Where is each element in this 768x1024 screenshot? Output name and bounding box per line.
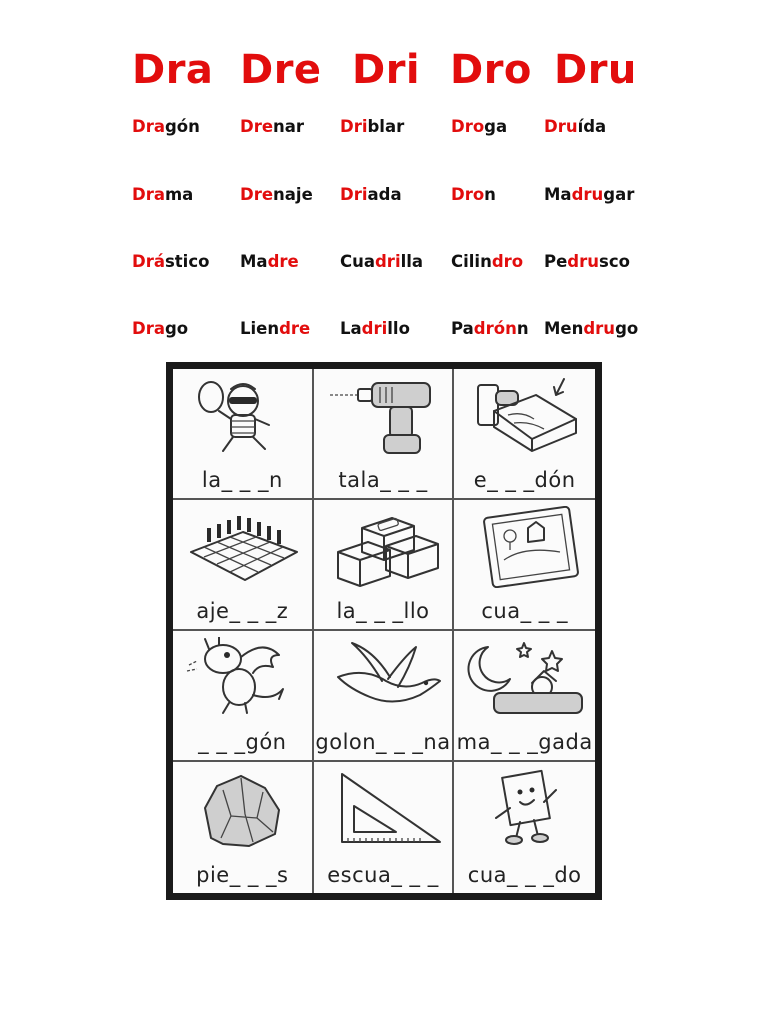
worksheet-cell <box>173 500 314 631</box>
word-madre <box>240 247 299 277</box>
picture-frame-icon <box>464 506 584 588</box>
word-rest: sco <box>599 252 630 271</box>
syllable-header <box>132 46 652 98</box>
word-ladrillo <box>340 314 410 344</box>
syllable-dre: Dre <box>240 47 322 93</box>
word-padron <box>451 314 529 344</box>
word-highlight: dru <box>567 252 599 271</box>
word-cilindro <box>451 247 523 277</box>
word-drenaje <box>240 180 313 210</box>
rock-icon <box>183 768 303 850</box>
word-rest: blar <box>367 117 405 136</box>
word-highlight: Dre <box>240 117 274 136</box>
word-highlight: dre <box>267 252 299 271</box>
word-highlight: Dra <box>132 185 165 204</box>
fill-in-worksheet <box>166 362 602 900</box>
fill-in-text: la_ _ _llo <box>336 599 430 623</box>
word-highlight: dre <box>279 319 311 338</box>
word-highlight: Dri <box>340 185 368 204</box>
word-pedrusco <box>544 247 630 277</box>
word-rest: lla <box>400 252 424 271</box>
word-highlight: dru <box>583 319 616 338</box>
sleeping-child-icon <box>464 637 584 719</box>
worksheet-cell <box>314 631 455 762</box>
word-rest: gón <box>164 117 200 136</box>
syllable-dru: Dru <box>554 47 637 93</box>
word-dragon <box>132 112 200 142</box>
word-rest: llo <box>387 319 410 338</box>
word-madrugar <box>544 180 634 210</box>
word-droga <box>451 112 507 142</box>
worksheet-grid <box>173 369 595 893</box>
worksheet-cell <box>454 762 595 893</box>
fill-in-text: cua_ _ _do <box>467 863 582 887</box>
fill-in-text: la_ _ _n <box>201 468 283 492</box>
word-liendre <box>240 314 310 344</box>
word-drago <box>132 314 188 344</box>
thief-icon <box>183 375 303 457</box>
word-highlight: dri <box>361 319 388 338</box>
word-drastico <box>132 247 209 277</box>
worksheet-cell <box>173 762 314 893</box>
word-highlight: dro <box>491 252 524 271</box>
word-rest: Pe <box>544 252 568 271</box>
worksheet-cell <box>314 369 455 500</box>
word-rest: ída <box>577 117 607 136</box>
word-highlight: Dri <box>340 117 368 136</box>
fill-in-text: golon_ _ _na <box>315 730 451 754</box>
word-highlight: dru <box>571 185 604 204</box>
worksheet-cell <box>173 369 314 500</box>
word-row <box>132 314 652 344</box>
word-rest: ma <box>164 185 194 204</box>
word-rest: n <box>484 185 496 204</box>
word-rest: go <box>164 319 189 338</box>
fill-in-text: escua_ _ _ <box>327 863 439 887</box>
fill-in-text: pie_ _ _s <box>196 863 289 887</box>
word-dron <box>451 180 496 210</box>
word-highlight: dri <box>375 252 401 271</box>
word-drama <box>132 180 193 210</box>
set-square-icon <box>324 768 444 850</box>
word-mendrugo <box>544 314 638 344</box>
word-rest: Cilin <box>451 252 492 271</box>
dragon-icon <box>183 637 303 719</box>
word-highlight: Dra <box>132 117 165 136</box>
syllable-dra: Dra <box>132 47 214 93</box>
word-rest: Men <box>544 319 584 338</box>
fill-in-text: tala_ _ _ <box>338 468 428 492</box>
chessboard-icon <box>183 506 303 588</box>
word-rest: Pa <box>451 319 474 338</box>
word-rest: naje <box>273 185 313 204</box>
word-row <box>132 112 652 142</box>
syllable-dro: Dro <box>450 47 532 93</box>
worksheet-cell <box>454 500 595 631</box>
fill-in-text: _ _ _gón <box>198 730 287 754</box>
word-rest: Cua <box>340 252 375 271</box>
word-rest: gar <box>603 185 635 204</box>
fill-in-text: aje_ _ _z <box>196 599 289 623</box>
word-highlight: Dro <box>451 117 485 136</box>
word-cuadrilla <box>340 247 423 277</box>
bricks-icon <box>324 506 444 588</box>
word-list <box>132 112 652 352</box>
fill-in-text: e_ _ _dón <box>473 468 576 492</box>
worksheet-cell <box>314 762 455 893</box>
fill-in-text: cua_ _ _ <box>481 599 568 623</box>
word-row <box>132 247 652 277</box>
word-rest: n <box>516 319 529 338</box>
word-driblar <box>340 112 404 142</box>
word-highlight: Dru <box>544 117 578 136</box>
word-driada <box>340 180 402 210</box>
fill-in-text: ma_ _ _gada <box>456 730 593 754</box>
worksheet-cell <box>454 631 595 762</box>
word-highlight: Dra <box>132 319 165 338</box>
word-rest: Ma <box>240 252 268 271</box>
word-rest: nar <box>273 117 305 136</box>
word-highlight: Dre <box>240 185 274 204</box>
word-rest: Ma <box>544 185 572 204</box>
drill-icon <box>324 375 444 457</box>
word-highlight: Dro <box>451 185 485 204</box>
word-rest: ga <box>484 117 508 136</box>
word-druida <box>544 112 606 142</box>
word-row <box>132 180 652 210</box>
word-drenar <box>240 112 304 142</box>
square-character-icon <box>464 768 584 850</box>
worksheet-cell <box>173 631 314 762</box>
word-rest: La <box>340 319 362 338</box>
word-rest: Lien <box>240 319 280 338</box>
word-rest: ada <box>367 185 402 204</box>
syllable-dri: Dri <box>352 47 421 93</box>
word-rest: stico <box>164 252 210 271</box>
worksheet-cell <box>454 369 595 500</box>
word-rest: go <box>615 319 639 338</box>
bed-icon <box>464 375 584 457</box>
word-highlight: Drá <box>132 252 165 271</box>
word-highlight: drón <box>473 319 517 338</box>
worksheet-cell <box>314 500 455 631</box>
swallow-bird-icon <box>324 637 444 719</box>
